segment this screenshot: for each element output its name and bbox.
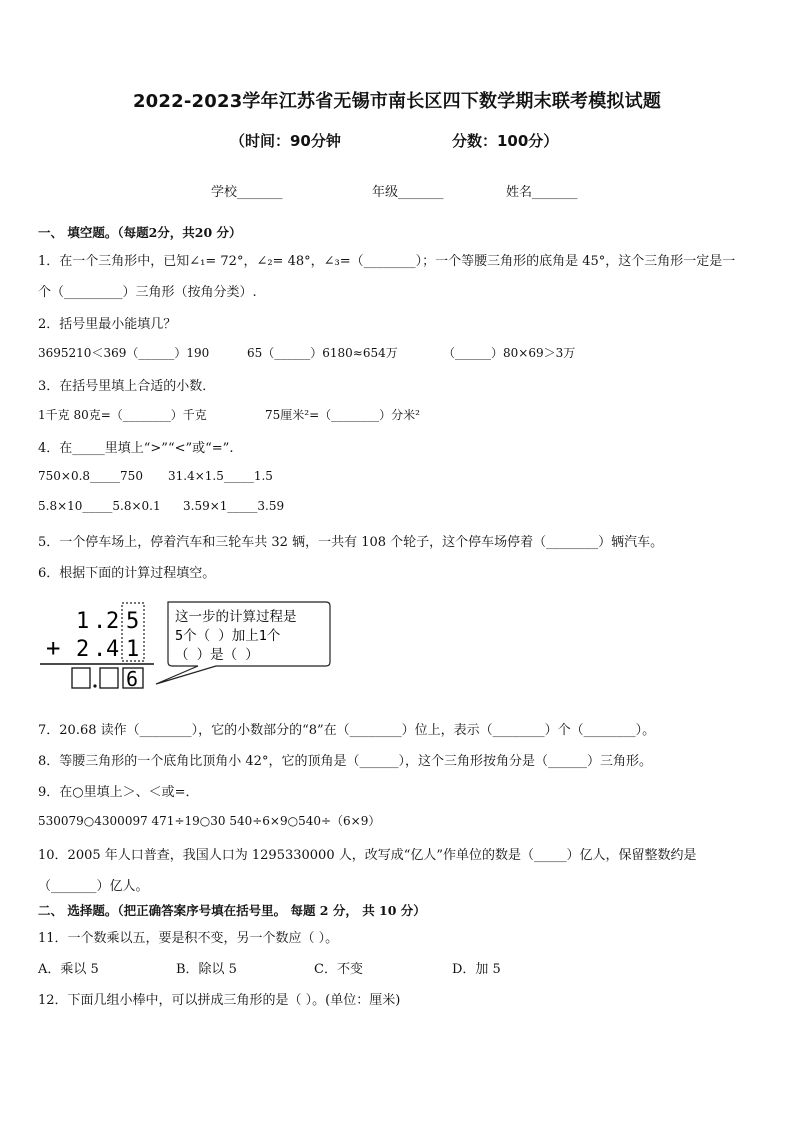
q10-line2: （_______）亿人。 (38, 879, 149, 894)
section1-heading: 一、 填空题。（每题2分，共20 分） (38, 225, 242, 240)
q2-item-1: 3695210＜369（______）190 (38, 346, 210, 360)
bubble-line-3: （ ）是（ ） (175, 647, 259, 663)
q2-item-3: （______）80×69＞3万 (443, 346, 576, 360)
digit-r1-1: 1 (76, 609, 90, 634)
bubble-line-2: 5个（ ）加上1个 (175, 628, 281, 644)
answer-box-1 (72, 668, 90, 688)
q11-text: 11．一个数乘以五，要是积不变，另一个数应（ ）。 (38, 931, 339, 946)
digit-r1-4: 5 (126, 609, 140, 634)
q4-item-1: 750×0.8_____750 (38, 469, 143, 483)
q1-line2: 个（_________）三角形（按角分类）. (38, 285, 257, 300)
q3-text: 3．在括号里填上合适的小数． (38, 379, 216, 394)
digit-r2-4: 1 (126, 637, 140, 662)
grade-field: 年级_______ (372, 185, 444, 200)
q2-text: 2．括号里最小能填几？ (38, 317, 177, 332)
q4-text: 4．在_____里填上“>”“<”或“=”. (38, 441, 234, 456)
section2-heading: 二、 选择题。（把正确答案序号填在括号里。 每题 2 分， 共 10 分） (38, 903, 426, 918)
q3-item-2: 75厘米²=（________）分米² (265, 408, 420, 422)
bubble-line-1: 这一步的计算过程是 (175, 609, 297, 625)
digit-r1-3: 2 (106, 609, 120, 634)
plus-sign: + (46, 634, 61, 662)
result-digit: 6 (126, 667, 139, 691)
q4-item-4: 3.59×1_____3.59 (183, 499, 285, 513)
q11-option-b: B．除以 5 (176, 962, 237, 977)
school-field: 学校_______ (211, 185, 283, 200)
digit-r2-1: 2 (76, 637, 90, 662)
q4-item-3: 5.8×10_____5.8×0.1 (38, 499, 161, 513)
exam-score: 分数：100分） (452, 132, 559, 150)
q2-item-2: 65（______）6180≈654万 (247, 346, 398, 360)
digit-r2-3: 4 (106, 637, 120, 662)
q6-text: 6．根据下面的计算过程填空。 (38, 566, 216, 581)
q8-text: 8．等腰三角形的一个底角比顶角小 42°，它的顶角是（______），这个三角形按角分是（______）三角形。 (38, 754, 652, 769)
q11-option-c: C．不变 (314, 962, 363, 977)
decimal-point (93, 684, 96, 687)
q7-text: 7．20.68 读作（________），它的小数部分的“8”在（________）位上，表示（________）个（________）。 (38, 723, 656, 738)
answer-box-2 (100, 668, 118, 688)
digit-r2-2: . (93, 637, 107, 662)
q11-option-d: D．加 5 (452, 962, 501, 977)
page-title: 2022-2023学年江苏省无锡市南长区四下数学期末联考模拟试题 (132, 91, 662, 112)
exam-time: （时间：90分钟 (230, 132, 341, 150)
addition-figure (38, 598, 338, 696)
q11-option-a: A．乘以 5 (38, 962, 99, 977)
q9-items: 530079○4300097 471÷19○30 540÷6×9○540÷（6×9） (38, 814, 381, 828)
q12-text: 12．下面几组小棒中，可以拼成三角形的是（ ）。(单位：厘米) (38, 993, 401, 1008)
q4-item-2: 31.4×1.5_____1.5 (168, 469, 273, 483)
q10-line1: 10．2005 年人口普查，我国人口为 1295330000 人，改写成“亿人”作单位的数是（_____）亿人，保留整数约是 (38, 848, 697, 863)
q1-line1: 1．在一个三角形中，已知∠₁= 72°，∠₂= 48°，∠₃=（________）；一个等腰三角形的底角是 45°，这个三角形一定是一 (38, 254, 736, 269)
name-field: 姓名_______ (506, 185, 578, 200)
q5-text: 5．一个停车场上，停着汽车和三轮车共 32 辆，一共有 108 个轮子，这个停车场停着（________）辆汽车。 (38, 535, 664, 550)
q9-text: 9．在○里填上＞、＜或=． (38, 785, 199, 800)
digit-r1-2: . (93, 609, 107, 634)
q3-item-1: 1千克 80克=（________）千克 (38, 408, 207, 422)
